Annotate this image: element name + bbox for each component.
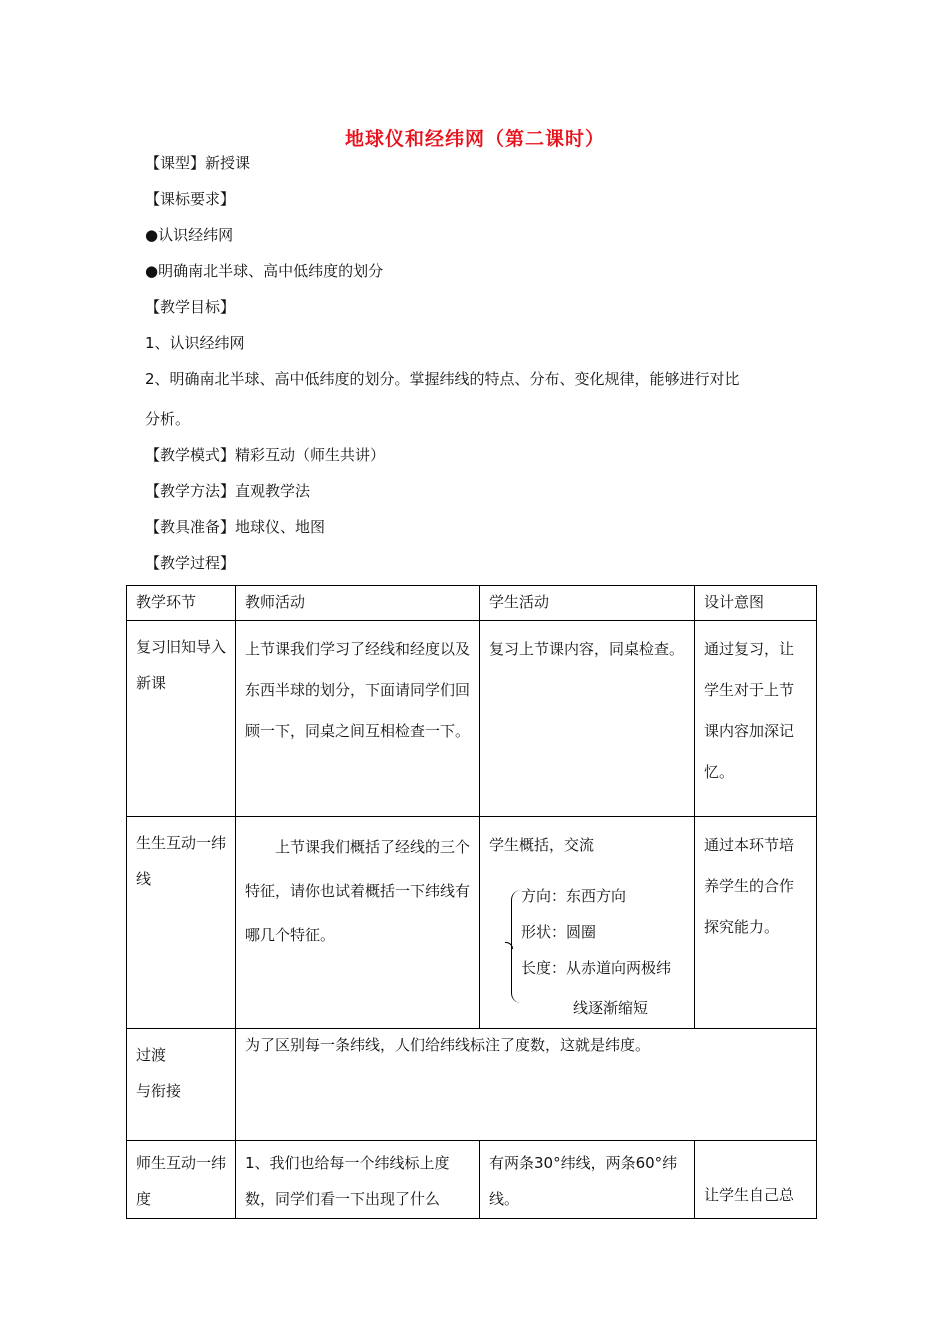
- goal-item-continued: 分析。: [145, 410, 191, 428]
- teaching-method: 【教学方法】直观教学法: [145, 482, 311, 500]
- table-row: [127, 1029, 817, 1141]
- stage-line: 与衔接: [136, 1082, 182, 1100]
- goals-header: 【教学目标】: [145, 298, 236, 316]
- page-title: 地球仪和经纬网（第二课时）: [344, 128, 605, 150]
- teaching-tools: 【教具准备】地球仪、地图: [145, 518, 326, 536]
- design-intent-cell: 让学生自己总: [695, 1141, 817, 1219]
- table-header-row: [127, 586, 817, 621]
- feature-item: 方向：东西方向: [521, 887, 627, 905]
- student-intro: 学生概括，交流: [489, 836, 595, 854]
- transition-content-cell: 为了区别每一条纬线，人们给纬线标注了度数，这就是纬度。: [236, 1029, 817, 1141]
- design-intent-cell: 通过复习，让学生对于上节课内容加深记忆。: [695, 621, 817, 817]
- process-header: 【教学过程】: [145, 554, 236, 572]
- teacher-activity-cell: 1、我们也给每一个纬线标上度数，同学们看一下出现了什么: [236, 1141, 480, 1219]
- goal-item: 1、认识经纬网: [145, 334, 245, 352]
- student-activity-cell: 复习上节课内容，同桌检查。: [480, 621, 695, 817]
- standards-header: 【课标要求】: [145, 190, 236, 208]
- feature-item: 长度：从赤道向两极纬: [521, 959, 672, 977]
- teacher-activity-cell: 上节课我们概括了经线的三个特征，请你也试着概括一下纬线有哪几个特征。: [236, 817, 480, 1029]
- teacher-activity-cell: 上节课我们学习了经线和经度以及东西半球的划分，下面请同学们回顾一下，同桌之间互相检查一下。: [236, 621, 480, 817]
- table-row: [127, 621, 817, 817]
- student-activity-cell: [480, 817, 695, 1029]
- brace-icon: [511, 890, 522, 1003]
- stage-cell: [127, 1029, 236, 1141]
- teaching-mode: 【教学模式】精彩互动（师生共讲）: [145, 446, 386, 464]
- feature-item-continued: 线逐渐缩短: [573, 999, 649, 1017]
- stage-cell: 复习旧知导入新课: [127, 621, 236, 817]
- table-row: [127, 1141, 817, 1219]
- design-intent-cell: 通过本环节培养学生的合作探究能力。: [695, 817, 817, 1029]
- feature-item: 形状：圆圈: [521, 923, 597, 941]
- column-header: 学生活动: [480, 586, 695, 621]
- student-activity-cell: 有两条30°纬线，两条60°纬线。: [480, 1141, 695, 1219]
- table-row: [127, 817, 817, 1029]
- lesson-process-table: [126, 585, 817, 1219]
- feature-brace-group: [513, 878, 685, 1026]
- stage-cell: 师生互动一纬度: [127, 1141, 236, 1219]
- standard-item: ●明确南北半球、高中低纬度的划分: [145, 262, 384, 280]
- column-header: 教师活动: [236, 586, 480, 621]
- stage-line: 过渡: [136, 1046, 167, 1064]
- goal-item: 2、明确南北半球、高中低纬度的划分。掌握纬线的特点、分布、变化规律，能够进行对比: [145, 370, 740, 388]
- lesson-type: 【课型】新授课: [145, 154, 251, 172]
- column-header: 教学环节: [127, 586, 236, 621]
- column-header: 设计意图: [695, 586, 817, 621]
- standard-item: ●认识经纬网: [145, 226, 234, 244]
- stage-cell: 生生互动一纬线: [127, 817, 236, 1029]
